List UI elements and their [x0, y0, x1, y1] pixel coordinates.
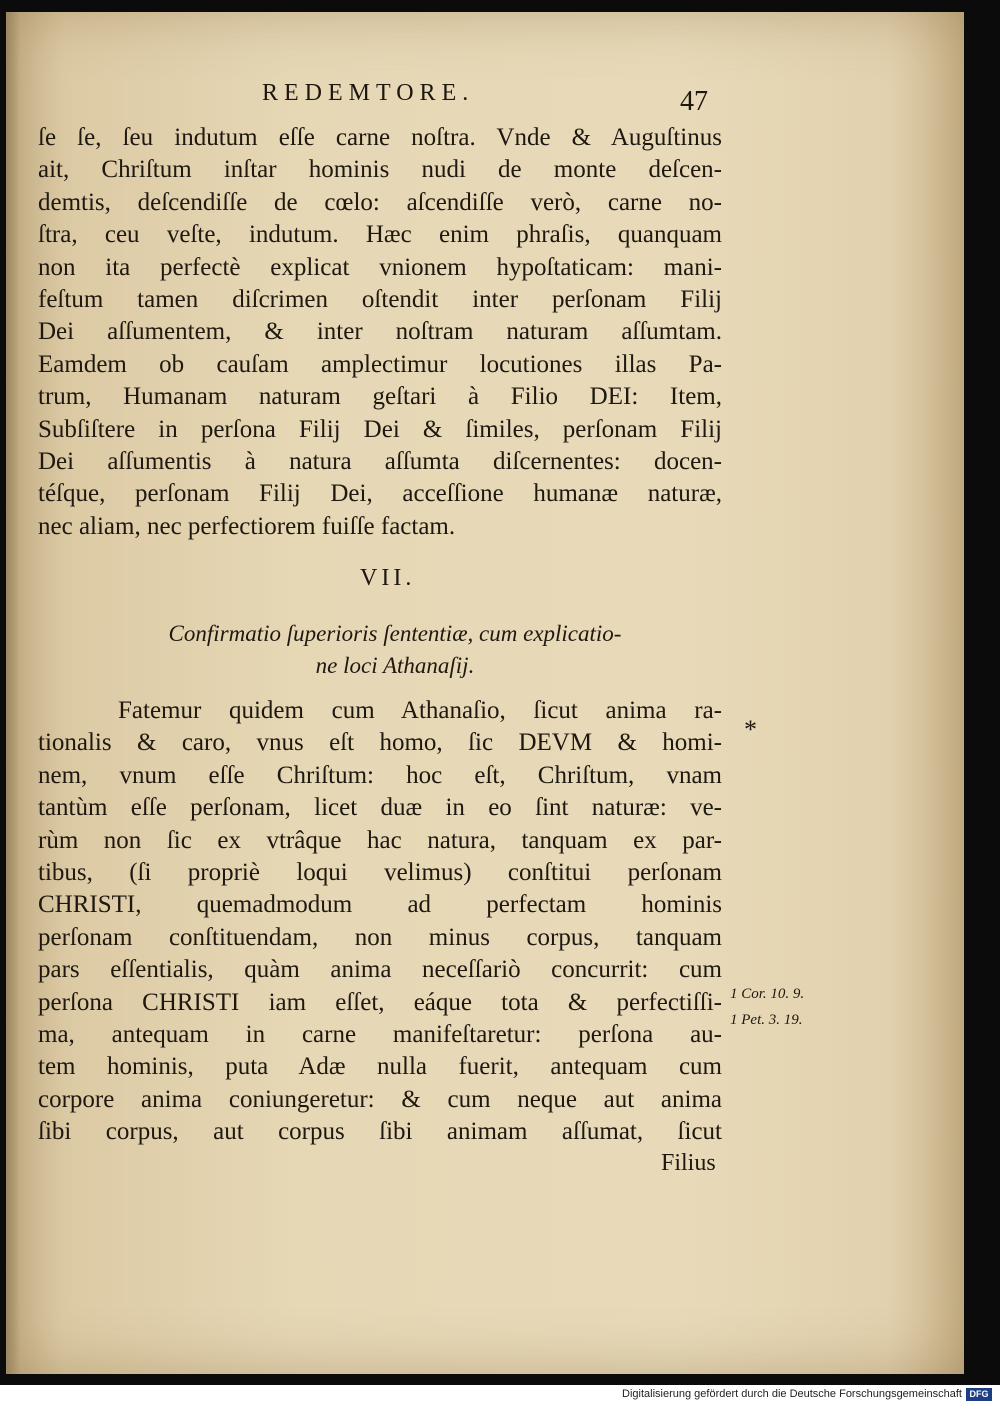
- text-line: Fatemur quidem cum Athanaſio, ſicut anima ra-: [118, 697, 722, 724]
- margin-reference: 1 Cor. 10. 9.: [730, 986, 805, 1002]
- text-line: rùm non ſic ex vtrâque hac natura, tanquam ex par-: [38, 826, 722, 854]
- text-line: nec aliam, nec perfectiorem fuiſſe factam.: [38, 512, 456, 540]
- text-line: demtis, deſcendiſſe de cœlo: aſcendiſſe verò, carne no-: [38, 188, 722, 216]
- dfg-logo: DFG: [966, 1388, 992, 1401]
- text-line: Eamdem ob cauſam amplectimur locutiones illas Pa-: [38, 350, 722, 378]
- section-title-line: ne loci Athanaſij.: [315, 653, 475, 678]
- section-number: VII.: [360, 565, 416, 591]
- text-line: Dei aſſumentem, & inter noſtram naturam aſſumtam.: [38, 318, 722, 346]
- running-title: REDEMTORE.: [262, 80, 475, 106]
- text-line: tibus, (ſi propriè loqui velimus) conſtitui perſonam: [38, 858, 722, 886]
- text-line: trum, Humanam naturam geſtari à Filio DEI: Item,: [38, 383, 722, 411]
- footer-bar: [0, 1385, 1000, 1405]
- text-line: ſtra, ceu veſte, indutum. Hæc enim phraſis, quanquam: [38, 221, 722, 249]
- text-line: corpore anima coniungeretur: & cum neque aut anima: [38, 1085, 722, 1113]
- text-line: téſque, perſonam Filij Dei, acceſſione humanæ naturæ,: [38, 480, 722, 508]
- text-line: tantùm eſſe perſonam, licet duæ in eo ſint naturæ: ve-: [38, 794, 722, 822]
- text-line: feſtum tamen diſcrimen oſtendit inter perſonam Filij: [38, 285, 722, 313]
- paragraph-1: [38, 122, 722, 543]
- page-gutter-shadow: [6, 12, 20, 1374]
- text-line: perſonam conſtituendam, non minus corpus, tanquam: [38, 923, 722, 951]
- catchword: Filius: [661, 1150, 716, 1176]
- margin-reference: 1 Pet. 3. 19.: [730, 1012, 803, 1028]
- text-line: pars eſſentialis, quàm anima neceſſariò concurrit: cum: [38, 956, 722, 984]
- paragraph-2: [38, 695, 722, 1148]
- text-line: tionalis & caro, vnus eſt homo, ſic DEVM & homi-: [38, 729, 722, 757]
- text-line: CHRISTI, quemadmodum ad perfectam hominis: [38, 891, 722, 919]
- funding-credit: Digitalisierung gefördert durch die Deutsche Forschungsgemeinschaft: [622, 1388, 962, 1400]
- section-title-line: Confirmatio ſuperioris ſententiæ, cum explicatio-: [168, 621, 622, 646]
- text-line: ma, antequam in carne manifeſtaretur: perſona au-: [38, 1020, 722, 1048]
- text-line: perſona CHRISTI iam eſſet, eáque tota & perfectiſſi-: [38, 988, 722, 1016]
- text-line: tem hominis, puta Adæ nulla fuerit, antequam cum: [38, 1053, 722, 1081]
- text-line: nem, vnum eſſe Chriſtum: hoc eſt, Chriſtum, vnam: [38, 761, 722, 789]
- margin-asterisk: *: [744, 715, 757, 744]
- text-line: ait, Chriſtum inſtar hominis nudi de monte deſcen-: [38, 156, 722, 184]
- text-line: non ita perfectè explicat vnionem hypoſtaticam: mani-: [38, 253, 722, 281]
- text-line: Dei aſſumentis à natura aſſumta diſcernentes: docen-: [38, 447, 722, 475]
- page-number: 47: [680, 86, 708, 117]
- text-line: ſe ſe, ſeu indutum eſſe carne noſtra. Vnde & Auguſtinus: [38, 124, 722, 151]
- section-title: [130, 618, 660, 682]
- text-line: Subſiſtere in perſona Filij Dei & ſimiles, perſonam Filij: [38, 415, 722, 443]
- text-line: ſibi corpus, aut corpus ſibi animam aſſumat, ſicut: [38, 1118, 722, 1146]
